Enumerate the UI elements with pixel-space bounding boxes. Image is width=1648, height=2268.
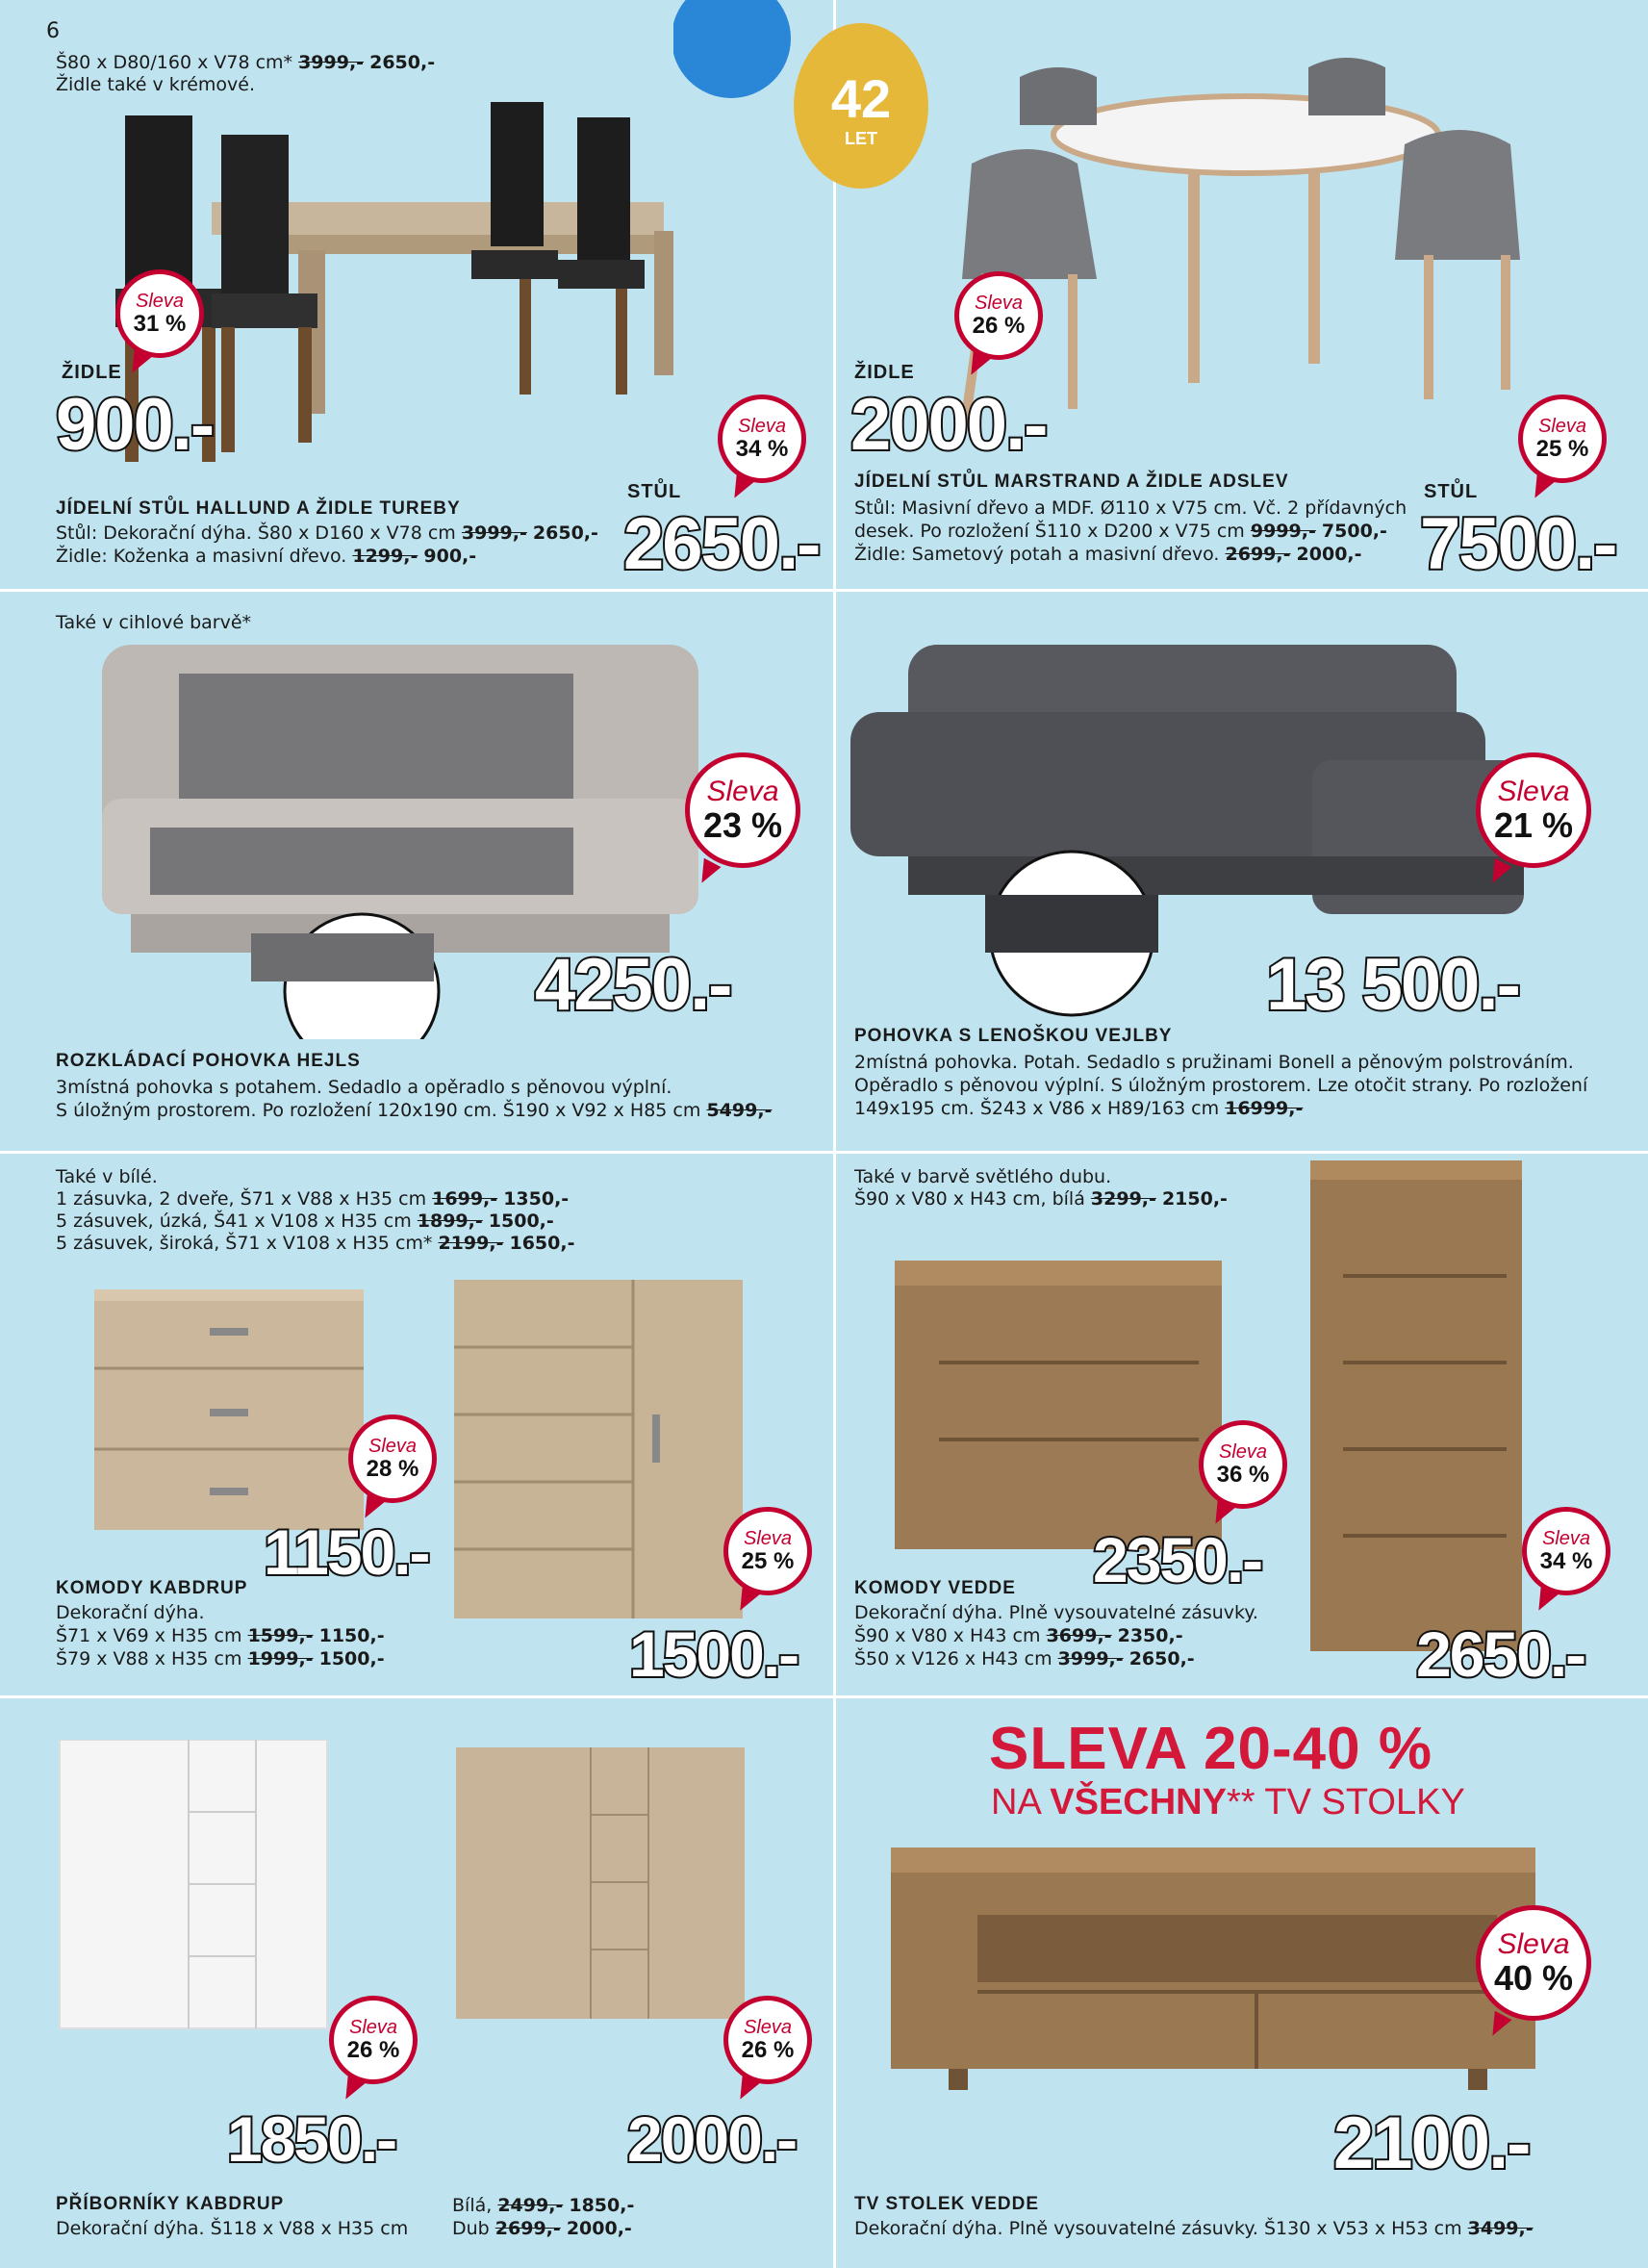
variant-note: Š80 x D80/160 x V78 cm* 3999,- 2650,- Židle také v krémové. [56, 52, 436, 95]
row-divider [0, 589, 1648, 592]
discount-badge: Sleva 26 % [329, 1996, 418, 2084]
balloon-number: 42 [830, 68, 892, 129]
product-title: TV STOLEK VEDDE [854, 2194, 1040, 2214]
product-price: 1150.- [264, 1516, 429, 1588]
discount-badge: Sleva 34 % [718, 395, 806, 483]
discount-badge: Sleva 21 % [1476, 752, 1591, 868]
product-description: Dekorační dýha. Š118 x V88 x H35 cm [56, 2218, 409, 2239]
product-description: Dekorační dýha. Plně vysouvatelné zásuvky. Š130 x V53 x H53 cm 3499,- [854, 2218, 1534, 2239]
product-title: KOMODY KABDRUP [56, 1578, 248, 1598]
sideboard-image [54, 1740, 804, 2038]
product-title: KOMODY VEDDE [854, 1578, 1016, 1598]
discount-badge: Sleva 23 % [685, 752, 800, 868]
chairs-tag: ŽIDLE [62, 362, 122, 383]
column-divider [833, 0, 836, 2268]
product-title: JÍDELNÍ STŮL HALLUND A ŽIDLE TUREBY [56, 498, 461, 519]
variant-note: Také v bílé. 1 zásuvka, 2 dveře, Š71 x V88 x H35 cm 1699,- 1350,- 5 zásuvek, úzká, Š41 x V108 x H35 cm 1899,- 1500,- 5 zásuvek, široká, Š71 x V108 x H35 cm* 2199,- 1650,- [56, 1166, 575, 1254]
discount-badge: Sleva 31 % [115, 269, 204, 358]
balloon-label: LET [845, 129, 877, 148]
chairs-tag: ŽIDLE [854, 362, 915, 383]
product-description: 2místná pohovka. Potah. Sedadlo s pružinami Bonell a pěnovým polstrováním. Opěradlo s pěnovou výplní. S úložným prostorem. Lze otočit strany. Po rozložení 149x195 cm. Š243 x V86 x H89/163 cm 16999,- [854, 1052, 1588, 1119]
discount-badge: Sleva 36 % [1199, 1420, 1287, 1509]
product-price: 1500.- [629, 1618, 799, 1690]
page-number: 6 [46, 19, 60, 43]
discount-badge: Sleva 26 % [723, 1996, 812, 2084]
chairs-price: 900.- [56, 384, 214, 466]
product-description: Stůl: Dekorační dýha. Š80 x D160 x V78 cm 3999,- 2650,- Židle: Koženka a masivní dřevo. 1299,- 900,- [56, 522, 598, 567]
table-price: 7500.- [1420, 503, 1616, 585]
product-title: PŘÍBORNÍKY KABDRUP [56, 2194, 285, 2214]
discount-badge: Sleva 34 % [1522, 1507, 1610, 1595]
discount-badge: Sleva 40 % [1476, 1905, 1591, 2021]
tv-stand-image [891, 1848, 1564, 2127]
table-tag: STŮL [627, 481, 682, 502]
variant-note: Také v barvě světlého dubu. Š90 x V80 x H43 cm, bílá 3299,- 2150,- [854, 1166, 1228, 1210]
anniversary-balloons [673, 0, 962, 202]
product-title: POHOVKA S LENOŠKOU VEJLBY [854, 1026, 1173, 1046]
product-price: 4250.- [535, 944, 731, 1026]
variant-note: Také v cihlové barvě* [56, 612, 252, 633]
discount-badge: Sleva 28 % [348, 1414, 437, 1503]
promo-headline: SLEVA 20-40 % [989, 1716, 1432, 1782]
color-prices: Bílá, 2499,- 1850,- Dub 2699,- 2000,- [452, 2195, 635, 2239]
product-description: Dekorační dýha. Plně vysouvatelné zásuvky. Š90 x V80 x H43 cm 3699,- 2350,- Š50 x V126 x H43 cm 3999,- 2650,- [854, 1602, 1258, 1669]
chairs-price: 2000.- [850, 384, 1047, 466]
table-price: 2650.- [623, 503, 820, 585]
product-title: JÍDELNÍ STŮL MARSTRAND A ŽIDLE ADSLEV [854, 471, 1289, 492]
product-price: 1850.- [227, 2103, 396, 2175]
product-price: 2100.- [1333, 2102, 1530, 2184]
product-price: 2350.- [1093, 1524, 1262, 1595]
product-description: 3místná pohovka s potahem. Sedadlo a opěradlo s pěnovou výplní. S úložným prostorem. Po rozložení 120x190 cm. Š190 x V92 x H85 cm 5499,- [56, 1077, 773, 1121]
product-price: 2000.- [627, 2103, 797, 2175]
product-price: 13 500.- [1266, 944, 1519, 1026]
row-divider [0, 1695, 1648, 1698]
table-tag: STŮL [1424, 481, 1479, 502]
row-divider [0, 1151, 1648, 1154]
product-title: ROZKLÁDACÍ POHOVKA HEJLS [56, 1051, 361, 1071]
discount-badge: Sleva 25 % [723, 1507, 812, 1595]
discount-badge: Sleva 26 % [954, 271, 1043, 360]
product-price: 2650.- [1416, 1618, 1585, 1690]
product-description: Stůl: Masivní dřevo a MDF. Ø110 x V75 cm. Vč. 2 přídavných desek. Po rozložení Š110 x D200 x V75 cm 9999,- 7500,- Židle: Sametový potah a masivní dřevo. 2699,- 2000,- [854, 497, 1407, 565]
promo-subline: NA VŠECHNY** TV STOLKY [991, 1782, 1465, 1822]
product-description: Dekorační dýha. Š71 x V69 x H35 cm 1599,- 1150,- Š79 x V88 x H35 cm 1999,- 1500,- [56, 1602, 385, 1669]
discount-badge: Sleva 25 % [1518, 395, 1607, 483]
chest-of-drawers-image [94, 1280, 825, 1626]
